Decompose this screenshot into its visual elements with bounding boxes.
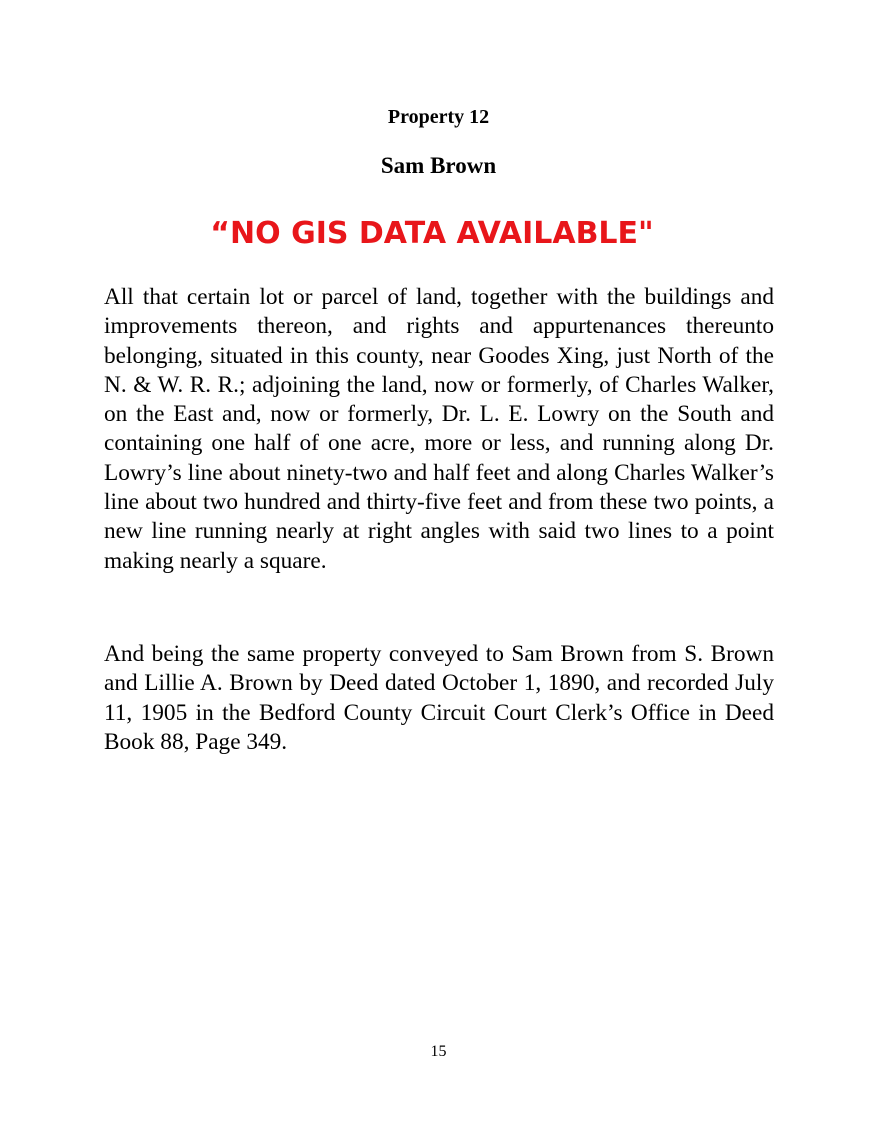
owner-name-heading: Sam Brown — [380, 153, 497, 178]
page-number: 15 — [430, 1043, 447, 1060]
deed-reference-paragraph: And being the same property conveyed to Sam Brown from S. Brown and Lillie A. Brown by Deed dated October 1, 1890, and recorded July 11, 1905 in the Bedford County Circuit Court Clerk’s Office in Deed Book 88, Page 349. — [104, 641, 774, 755]
legal-description-paragraph: All that certain lot or parcel of land, together with the buildings and improvements thereon, and rights and appurtenances thereunto belonging, situated in this county, near Goodes Xing, just North of the N. & W. R. R.; adjoining the land, now or formerly, of Charles Walker, on the East and, now or formerly, Dr. L. E. Lowry on the South and containing one half of one acre, more or less, and running along Dr. Lowry’s line about ninety-two and half feet and along Charles Walker’s line about two hundred and thirty-five feet and from these two points, a new line running nearly at right angles with said two lines to a point making nearly a square. — [104, 284, 774, 574]
property-number-heading: Property 12 — [387, 106, 490, 128]
gis-data-notice: “NO GIS DATA AVAILABLE" — [210, 216, 654, 251]
